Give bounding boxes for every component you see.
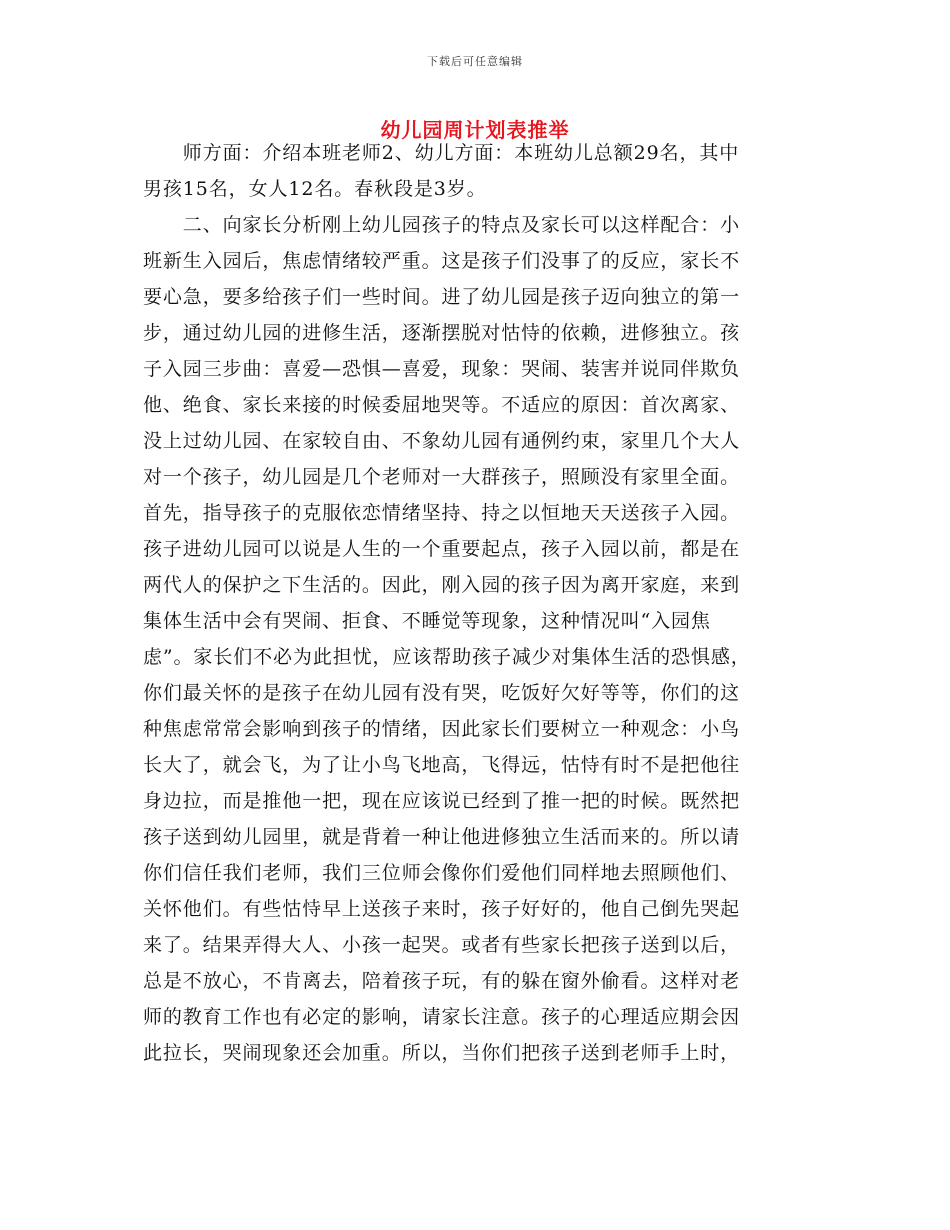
body-line: 孩子进幼儿园可以说是人生的一个重要起点，孩子入园以前，都是在	[143, 538, 741, 560]
body-line: 你们最关怀的是孩子在幼儿园有没有哭，吃饭好欠好等等，你们的这	[143, 682, 741, 704]
body-line: 没上过幼儿园、在家较自由、不象幼儿园有通例约束，家里几个大人	[143, 430, 741, 452]
header-note: 下载后可任意编辑	[427, 55, 523, 68]
body-line: 步，通过幼儿园的进修生活，逐渐摆脱对怙恃的依赖，进修独立。孩	[143, 322, 741, 344]
body-line: 此拉长，哭闹现象还会加重。所以，当你们把孩子送到老师手上时，	[143, 1042, 741, 1064]
body-line: 虑”。家长们不必为此担忧，应该帮助孩子减少对集体生活的恐惧感，	[143, 646, 751, 668]
body-line: 要心急，要多给孩子们一些时间。进了幼儿园是孩子迈向独立的第一	[143, 286, 741, 308]
body-line: 师方面：介绍本班老师2、幼儿方面：本班幼儿总额29名，其中	[143, 142, 740, 164]
document-title: 幼儿园周计划表推举	[380, 118, 570, 142]
body-line: 对一个孩子，幼儿园是几个老师对一大群孩子，照顾没有家里全面。	[143, 466, 741, 488]
body-line: 他、绝食、家长来接的时候委屈地哭等。不适应的原因：首次离家、	[143, 394, 741, 416]
body-line: 子入园三步曲：喜爱—恐惧—喜爱，现象：哭闹、装害并说同伴欺负	[143, 358, 741, 380]
body-line: 长大了，就会飞，为了让小鸟飞地高，飞得远，怙恃有时不是把他往	[143, 754, 741, 776]
body-line: 集体生活中会有哭闹、拒食、不睡觉等现象，这种情况叫“入园焦	[143, 610, 711, 632]
body-line: 总是不放心，不肯离去，陪着孩子玩，有的躲在窗外偷看。这样对老	[143, 970, 741, 992]
body-line: 身边拉，而是推他一把，现在应该说已经到了推一把的时候。既然把	[143, 790, 741, 812]
body-line: 二、向家长分析刚上幼儿园孩子的特点及家长可以这样配合：小	[143, 214, 741, 236]
body-line: 关怀他们。有些怙恃早上送孩子来时，孩子好好的，他自己倒先哭起	[143, 898, 741, 920]
body-line: 来了。结果弄得大人、小孩一起哭。或者有些家长把孩子送到以后，	[143, 934, 741, 956]
body-line: 种焦虑常常会影响到孩子的情绪，因此家长们要树立一种观念：小鸟	[143, 718, 741, 740]
document-body	[143, 135, 815, 1071]
body-line: 班新生入园后，焦虑情绪较严重。这是孩子们没事了的反应，家长不	[143, 250, 741, 272]
body-line: 两代人的保护之下生活的。因此，刚入园的孩子因为离开家庭，来到	[143, 574, 741, 596]
body-line: 师的教育工作也有必定的影响，请家长注意。孩子的心理适应期会因	[143, 1006, 741, 1028]
body-line: 首先，指导孩子的克服依恋情绪坚持、持之以恒地天天送孩子入园。	[143, 502, 741, 524]
body-line: 男孩15名，女人12名。春秋段是3岁。	[143, 178, 487, 200]
body-line: 孩子送到幼儿园里，就是背着一种让他进修独立生活而来的。所以请	[143, 826, 741, 848]
body-line: 你们信任我们老师，我们三位师会像你们爱他们同样地去照顾他们、	[143, 862, 741, 884]
